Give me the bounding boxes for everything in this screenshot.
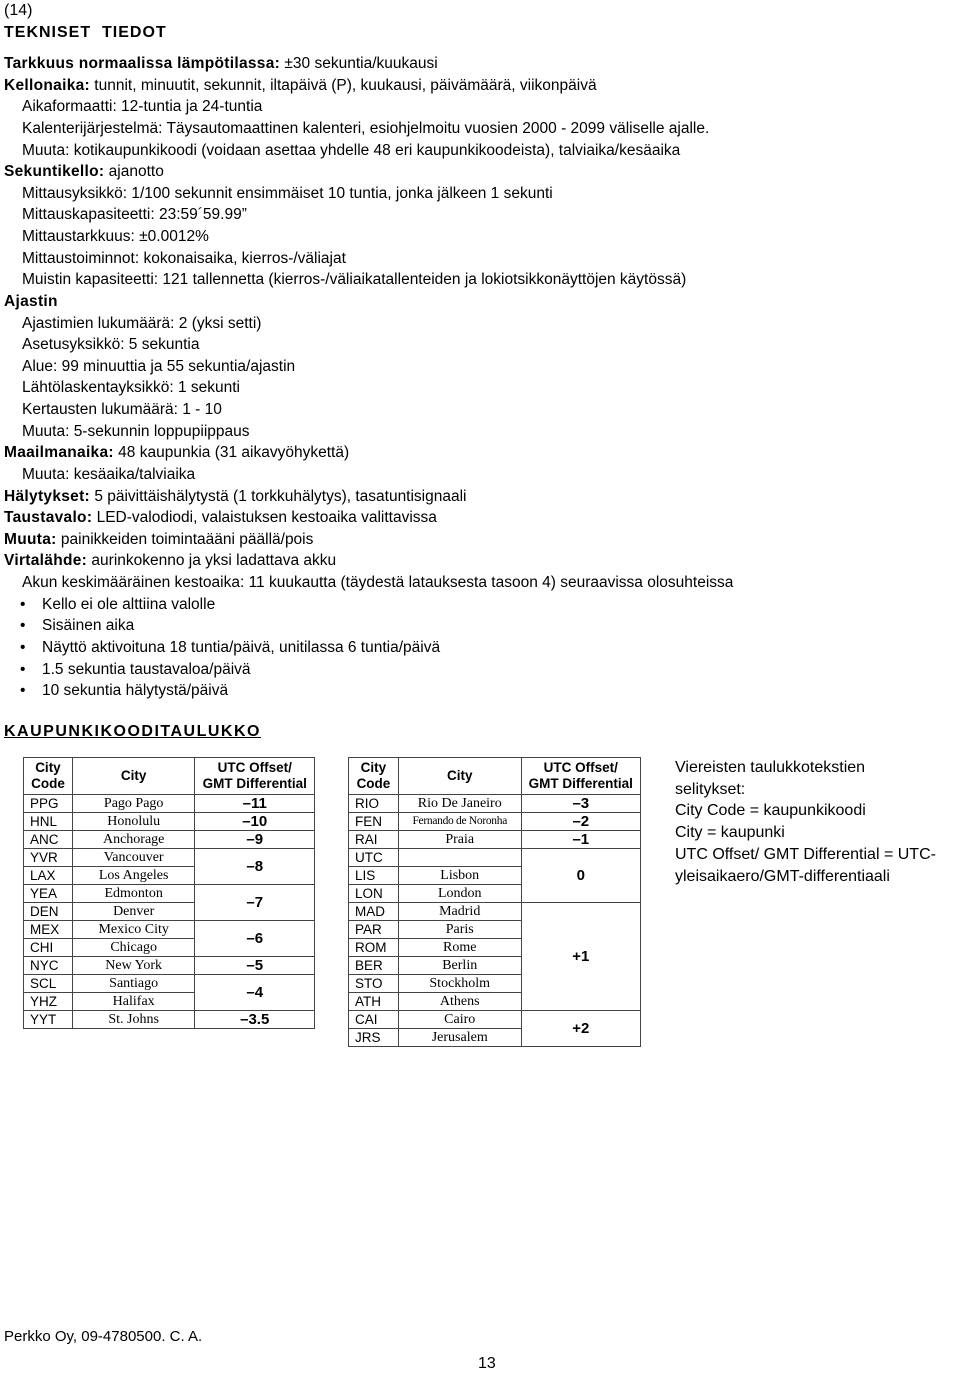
city-name-cell: Santiago — [72, 975, 195, 993]
spec-line — [22, 399, 222, 421]
utc-offset-cell: –6 — [195, 921, 315, 957]
city-name-cell: Rome — [398, 939, 521, 957]
spec-line — [22, 421, 250, 443]
city-code-cell: PPG — [24, 795, 73, 813]
spec-text: ajanotto — [104, 163, 164, 181]
city-code-cell: STO — [349, 975, 399, 993]
city-name-cell: Cairo — [398, 1011, 521, 1029]
spec-line — [4, 53, 438, 75]
spec-line — [22, 334, 199, 356]
spec-text: tunnit, minuutit, sekunnit, iltapäivä (P), kuukausi, päivämäärä, viikonpäivä — [90, 76, 597, 94]
table-row — [24, 957, 315, 975]
spec-text: Muuta: kesäaika/talviaika — [22, 465, 196, 483]
city-code-cell: SCL — [24, 975, 73, 993]
page-label: (14) — [4, 2, 33, 19]
city-name-cell: Pago Pago — [72, 795, 195, 813]
spec-line — [22, 226, 209, 248]
bullet-item — [0, 615, 900, 637]
spec-line — [4, 529, 313, 551]
table-row — [349, 831, 641, 849]
city-code-cell: RAI — [349, 831, 399, 849]
legend-line: selitykset: — [675, 780, 746, 798]
city-code-cell: LIS — [349, 867, 399, 885]
bullet-text: Sisäinen aika — [42, 617, 135, 635]
spec-text: Kertausten lukumäärä: 1 - 10 — [22, 401, 222, 419]
city-code-cell: MEX — [24, 921, 73, 939]
city-code-table-2 — [348, 757, 641, 1047]
spec-text: Lähtölaskentayksikkö: 1 sekunti — [22, 379, 240, 397]
city-name-cell: Rio De Janeiro — [398, 795, 521, 813]
table-row — [24, 1011, 315, 1029]
city-name-cell: Los Angeles — [72, 867, 195, 885]
bullet-text: 10 sekuntia hälytystä/päivä — [42, 682, 229, 700]
table-row — [24, 831, 315, 849]
city-name-cell: Athens — [398, 993, 521, 1011]
table-legend — [675, 757, 960, 887]
spec-line — [4, 442, 349, 464]
spec-text: Aikaformaatti: 12-tuntia ja 24-tuntia — [22, 98, 263, 116]
city-code-cell: ATH — [349, 993, 399, 1011]
city-code-cell: ROM — [349, 939, 399, 957]
city-code-cell: DEN — [24, 903, 73, 921]
legend-line: UTC Offset/ GMT Differential = UTC- — [675, 845, 936, 863]
spec-text: Akun keskimääräinen kestoaika: 11 kuukautta (täydestä latauksesta tasoon 4) seuraavissa olosuhteissa — [22, 574, 734, 592]
footer-company: Perkko Oy, 09-4780500. C. A. — [4, 1328, 203, 1345]
city-name-cell: Paris — [398, 921, 521, 939]
table-row — [349, 813, 641, 831]
spec-line — [22, 204, 247, 226]
city-code-cell: CAI — [349, 1011, 399, 1029]
spec-line — [22, 356, 295, 378]
utc-offset-cell: +2 — [521, 1011, 640, 1047]
utc-offset-cell: –4 — [195, 975, 315, 1011]
header-city: City — [72, 758, 195, 795]
city-code-cell: LON — [349, 885, 399, 903]
header-city-code: City Code — [24, 758, 73, 795]
spec-text: LED-valodiodi, valaistuksen kestoaika valittavissa — [92, 509, 437, 527]
city-name-cell: St. Johns — [72, 1011, 195, 1029]
city-code-cell: FEN — [349, 813, 399, 831]
city-name-cell: Lisbon — [398, 867, 521, 885]
spec-text: 5 päivittäishälytystä (1 torkkuhälytys), tasatuntisignaali — [90, 487, 467, 505]
spec-text: Kalenterijärjestelmä: Täysautomaattinen kalenteri, esiohjelmoitu vuosien 2000 - 2099 väliselle ajalle. — [22, 119, 710, 137]
spec-line — [22, 377, 240, 399]
city-code-cell: YVR — [24, 849, 73, 867]
spec-text: 48 kaupunkia (31 aikavyöhykettä) — [113, 444, 350, 462]
bullet-item — [0, 659, 900, 681]
table-row — [349, 849, 641, 867]
bullet-dot-icon: • — [20, 617, 26, 635]
city-code-cell: RIO — [349, 795, 399, 813]
city-name-cell: Halifax — [72, 993, 195, 1011]
city-name-cell: Honolulu — [72, 813, 195, 831]
city-name-cell: Fernando de Noronha — [398, 813, 521, 831]
section-title-specs: TEKNISET TIEDOT — [4, 24, 167, 41]
city-name-cell: Anchorage — [72, 831, 195, 849]
city-name-cell — [398, 849, 521, 867]
spec-text: Mittaustarkkuus: ±0.0012% — [22, 228, 209, 246]
spec-line — [22, 140, 680, 162]
utc-offset-cell: 0 — [521, 849, 640, 903]
city-name-cell: Vancouver — [72, 849, 195, 867]
header-utc-offset: UTC Offset/ GMT Differential — [521, 758, 640, 795]
spec-line — [4, 486, 467, 508]
spec-line — [22, 313, 261, 335]
table-row — [349, 903, 641, 921]
bullet-text: Kello ei ole alttiina valolle — [42, 595, 216, 613]
spec-line — [22, 464, 195, 486]
spec-line — [4, 291, 58, 313]
city-code-cell: LAX — [24, 867, 73, 885]
spec-line — [4, 550, 336, 572]
table-row — [24, 795, 315, 813]
city-code-cell: YEA — [24, 885, 73, 903]
utc-offset-cell: –11 — [195, 795, 315, 813]
spec-text: Asetusyksikkö: 5 sekuntia — [22, 336, 200, 354]
table-row — [349, 1011, 641, 1029]
table-row — [24, 921, 315, 939]
legend-line: yleisaikaero/GMT-differentiaali — [675, 867, 890, 885]
bullet-text: 1.5 sekuntia taustavaloa/päivä — [42, 660, 251, 678]
table-row — [24, 885, 315, 903]
city-name-cell: Jerusalem — [398, 1029, 521, 1047]
spec-key: Kellonaika: — [4, 76, 90, 94]
spec-line — [4, 507, 437, 529]
city-code-cell: JRS — [349, 1029, 399, 1047]
city-code-cell: NYC — [24, 957, 73, 975]
city-name-cell: Stockholm — [398, 975, 521, 993]
spec-key: Hälytykset: — [4, 487, 91, 505]
city-code-cell: MAD — [349, 903, 399, 921]
utc-offset-cell: –1 — [521, 831, 640, 849]
city-name-cell: Berlin — [398, 957, 521, 975]
spec-line — [22, 96, 262, 118]
utc-offset-cell: +1 — [521, 903, 640, 1011]
spec-text: Muuta: 5-sekunnin loppupiippaus — [22, 422, 250, 440]
section-title-city-codes: KAUPUNKIKOODITAULUKKO — [4, 723, 261, 740]
spec-text: Ajastimien lukumäärä: 2 (yksi setti) — [22, 314, 262, 332]
header-city: City — [398, 758, 521, 795]
spec-text: painikkeiden toimintaääni päällä/pois — [56, 530, 314, 548]
legend-line: Viereisten taulukkotekstien — [675, 759, 866, 776]
spec-line — [4, 161, 164, 183]
city-name-cell: Chicago — [72, 939, 195, 957]
spec-key: Maailmanaika: — [4, 444, 114, 462]
spec-text: ±30 sekuntia/kuukausi — [280, 55, 438, 72]
city-code-cell: HNL — [24, 813, 73, 831]
spec-key: Tarkkuus normaalissa lämpötilassa: — [4, 55, 281, 72]
spec-key: Muuta: — [4, 530, 57, 548]
spec-text: Alue: 99 minuuttia ja 55 sekuntia/ajastin — [22, 357, 296, 375]
spec-line — [22, 118, 709, 140]
city-code-cell: UTC — [349, 849, 399, 867]
spec-text: Muistin kapasiteetti: 121 tallennetta (kierros-/väliaikatallenteiden ja lokiotsikkonäyttöjen käytössä) — [22, 271, 687, 289]
utc-offset-cell: –2 — [521, 813, 640, 831]
header-city-code: City Code — [349, 758, 399, 795]
city-code-cell: BER — [349, 957, 399, 975]
bullet-dot-icon: • — [20, 639, 26, 656]
bullet-item — [0, 680, 900, 702]
spec-line — [22, 248, 346, 270]
utc-offset-cell: –8 — [195, 849, 315, 885]
legend-line: City = kaupunki — [675, 824, 785, 842]
spec-key: Ajastin — [4, 292, 58, 310]
spec-text: Mittauskapasiteetti: 23:59´59.99” — [22, 206, 247, 224]
city-code-cell: YYT — [24, 1011, 73, 1029]
table-row — [24, 975, 315, 993]
table-row — [24, 849, 315, 867]
spec-line — [4, 75, 597, 97]
city-name-cell: Mexico City — [72, 921, 195, 939]
spec-text: aurinkokenno ja yksi ladattava akku — [87, 552, 337, 570]
spec-text: Mittausyksikkö: 1/100 sekunnit ensimmäiset 10 tuntia, jonka jälkeen 1 sekunti — [22, 184, 553, 202]
bullet-item — [0, 594, 900, 616]
city-code-cell: PAR — [349, 921, 399, 939]
spec-key: Taustavalo: — [4, 509, 93, 527]
city-code-table-1 — [23, 757, 315, 1029]
page-number: 13 — [478, 1355, 496, 1372]
bullet-dot-icon: • — [20, 595, 26, 613]
header-utc-offset: UTC Offset/ GMT Differential — [195, 758, 315, 795]
city-name-cell: London — [398, 885, 521, 903]
legend-line: City Code = kaupunkikoodi — [675, 802, 866, 820]
utc-offset-cell: –9 — [195, 831, 315, 849]
spec-text: Mittaustoiminnot: kokonaisaika, kierros-/väliajat — [22, 249, 346, 267]
spec-line — [22, 269, 686, 291]
spec-line — [22, 183, 553, 205]
city-code-cell: ANC — [24, 831, 73, 849]
city-name-cell: New York — [72, 957, 195, 975]
utc-offset-cell: –10 — [195, 813, 315, 831]
table-row — [349, 795, 641, 813]
city-name-cell: Praia — [398, 831, 521, 849]
utc-offset-cell: –7 — [195, 885, 315, 921]
city-name-cell: Denver — [72, 903, 195, 921]
city-name-cell: Madrid — [398, 903, 521, 921]
bullet-dot-icon: • — [20, 660, 26, 678]
city-code-cell: YHZ — [24, 993, 73, 1011]
table-row — [24, 813, 315, 831]
city-code-cell: CHI — [24, 939, 73, 957]
spec-key: Sekuntikello: — [4, 163, 105, 181]
spec-key: Virtalähde: — [4, 552, 88, 570]
utc-offset-cell: –5 — [195, 957, 315, 975]
city-name-cell: Edmonton — [72, 885, 195, 903]
utc-offset-cell: –3 — [521, 795, 640, 813]
spec-text: Muuta: kotikaupunkikoodi (voidaan asettaa yhdelle 48 eri kaupunkikoodeista), talviaika/kesäaika — [22, 141, 681, 159]
spec-line — [22, 572, 733, 594]
utc-offset-cell: –3.5 — [195, 1011, 315, 1029]
bullet-text: Näyttö aktivoituna 18 tuntia/päivä, unitilassa 6 tuntia/päivä — [42, 639, 441, 656]
bullet-dot-icon: • — [20, 682, 26, 700]
bullet-item — [0, 637, 900, 659]
